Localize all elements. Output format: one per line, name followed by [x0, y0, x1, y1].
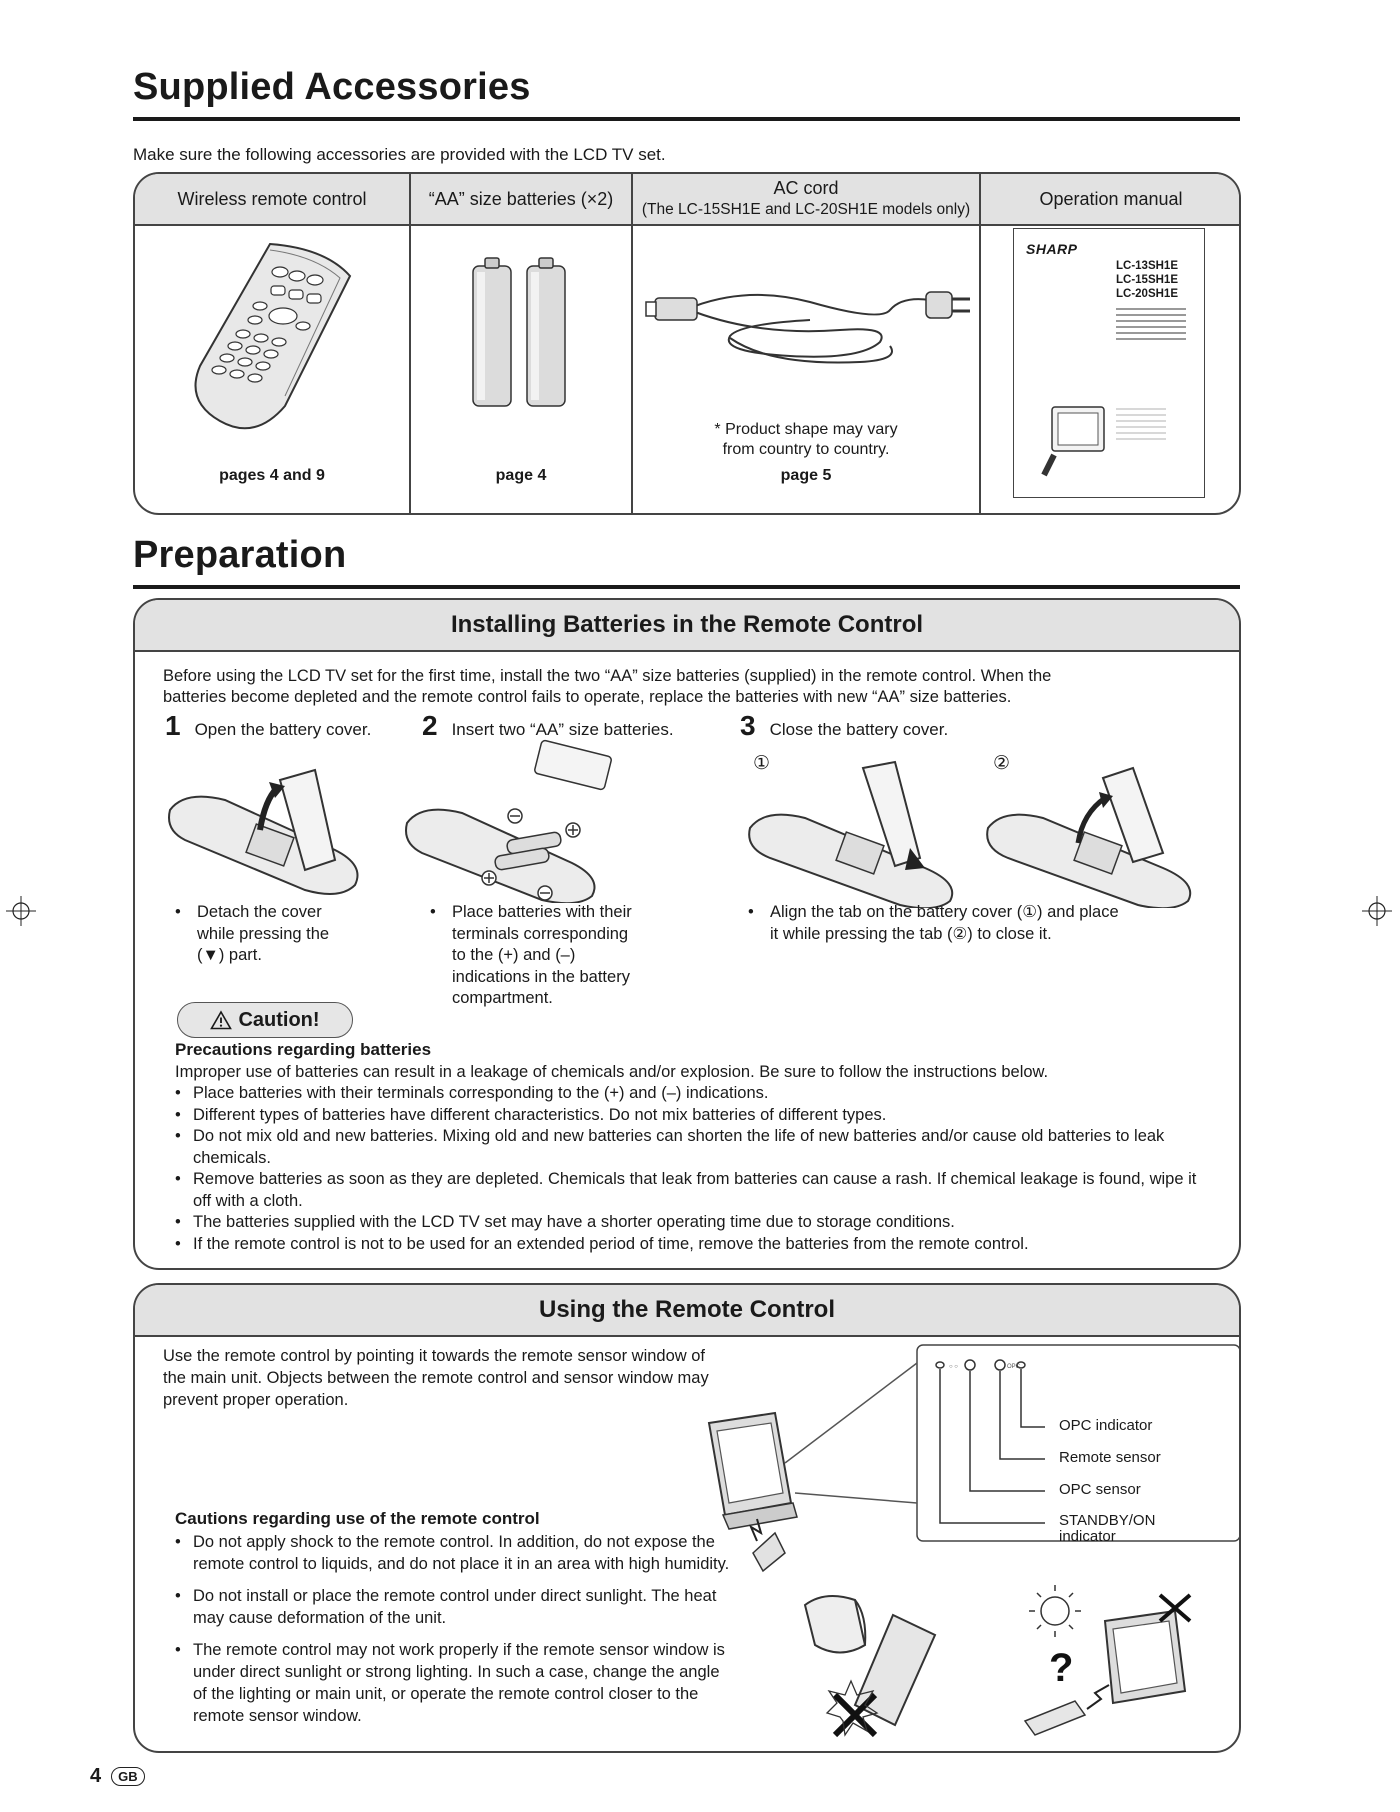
list-item: • Remove batteries as soon as they are depleted. Chemicals that leak from batteries can cause a rash. If chemical leakage is found, wipe it off with a cloth.	[175, 1169, 1205, 1212]
close-cover-illustration-2	[983, 758, 1213, 908]
page-footer	[90, 1765, 145, 1788]
ac-cord-note-line1: * Product shape may vary	[714, 421, 898, 438]
precautions-title: Precautions regarding batteries	[175, 1040, 432, 1059]
bullet-glyph: •	[175, 903, 181, 921]
step-3-bullet	[748, 902, 1119, 945]
ac-cord-note-line2: from country to country.	[722, 441, 890, 458]
manual-model: LC-13SH1E	[1116, 260, 1178, 272]
remote-sensor-label: Remote sensor	[1059, 1449, 1161, 1466]
svg-text:○ ○: ○ ○	[949, 1364, 958, 1370]
close-cover-illustration-1	[745, 758, 975, 908]
manual-brand: SHARP	[1026, 241, 1078, 257]
step-number: 2	[422, 710, 438, 741]
opc-indicator-label: OPC indicator	[1059, 1417, 1153, 1434]
bullet-line: compartment.	[452, 989, 553, 1007]
col-header-manual	[981, 174, 1241, 226]
bullet-line: Detach the cover	[197, 903, 322, 921]
remote-control-illustration	[175, 236, 365, 436]
col-divider	[631, 174, 633, 513]
registration-mark-icon	[6, 896, 36, 926]
step-2-bullet	[430, 902, 632, 1010]
standby-indicator-label	[1059, 1513, 1155, 1545]
using-remote-panel	[133, 1283, 1241, 1753]
circled-1: ①	[753, 753, 771, 774]
liquid-shock-illustration	[795, 1585, 945, 1740]
page-ref-batteries: page 4	[495, 467, 547, 484]
section-title-accessories: Supplied Accessories	[133, 66, 531, 108]
step-label: Insert two “AA” size batteries.	[451, 720, 674, 739]
step-1-bullet	[175, 902, 329, 967]
list-item: • Do not mix old and new batteries. Mixing old and new batteries can shorten the life of new batteries and/or cause old batteries to leak chemicals.	[175, 1126, 1205, 1169]
precautions-list	[175, 1083, 1205, 1255]
col-header-manual-label: Operation manual	[1039, 188, 1183, 209]
col-header-ac-cord	[633, 174, 979, 226]
list-item: • If the remote control is not to be used for an extended period of time, remove the batteries from the remote control.	[175, 1234, 1205, 1256]
opc-sensor-label: OPC sensor	[1059, 1481, 1141, 1498]
standby-label-line1: STANDBY/ON	[1059, 1512, 1156, 1529]
insert-batteries-illustration	[397, 738, 627, 903]
operation-manual-illustration	[1013, 228, 1205, 498]
remote-cautions-title: Cautions regarding use of the remote control	[175, 1509, 540, 1528]
sunlight-illustration	[1015, 1581, 1225, 1741]
manual-decoration	[1014, 229, 1204, 497]
title-rule	[133, 117, 1240, 121]
caution-label: Caution!	[238, 1008, 320, 1031]
batteries-illustration	[465, 252, 575, 412]
step-1	[165, 710, 371, 742]
title-rule	[133, 585, 1240, 589]
accessories-table	[133, 172, 1241, 515]
list-item: • Different types of batteries have different characteristics. Do not mix batteries of different types.	[175, 1105, 1205, 1127]
col-header-ac-cord-sub: (The LC-15SH1E and LC-20SH1E models only)	[641, 201, 971, 218]
ac-cord-note	[633, 420, 979, 460]
bullet-line: (▼) part.	[197, 946, 262, 964]
region-badge: GB	[111, 1767, 145, 1786]
bullet-line: to the (+) and (–)	[452, 946, 576, 964]
open-cover-illustration	[165, 760, 365, 900]
accessories-intro: Make sure the following accessories are provided with the LCD TV set.	[133, 145, 666, 164]
batteries-intro	[163, 666, 1223, 708]
using-remote-heading-text: Using the Remote Control	[538, 1296, 835, 1323]
batteries-intro-line1: Before using the LCD TV set for the first time, install the two “AA” size batteries (supplied) in the remote control. When the	[163, 667, 1052, 685]
bullet-line: Place batteries with their	[452, 903, 632, 921]
manual-model: LC-15SH1E	[1116, 274, 1178, 286]
installing-batteries-heading-text: Installing Batteries in the Remote Control	[450, 611, 924, 638]
step-label: Close the battery cover.	[769, 720, 949, 739]
section-title-preparation: Preparation	[133, 534, 347, 576]
page-ref-ac-cord: page 5	[780, 467, 832, 484]
step-number: 1	[165, 710, 181, 741]
standby-label-line2: indicator	[1059, 1528, 1116, 1545]
col-header-ac-cord-label: AC cord	[773, 178, 839, 198]
opc-tag: OPC	[1007, 1364, 1021, 1370]
bullet-line: terminals corresponding	[452, 924, 629, 943]
bullet-line: indications in the battery	[452, 967, 630, 986]
registration-mark-icon	[1362, 896, 1392, 926]
installing-batteries-heading	[135, 600, 1239, 652]
list-item: • The remote control may not work properly if the remote sensor window is under direct sunlight or strong lighting. In such a case, change the angle of the lighting or main unit, or operate the remote control closer to the remote sensor window.	[175, 1639, 735, 1727]
col-divider	[409, 174, 411, 513]
bullet-line: it while pressing the tab (②) to close it.	[770, 924, 1052, 943]
precautions-intro: Improper use of batteries can result in a leakage of chemicals and/or explosion. Be sure to follow the instructions below.	[175, 1063, 1049, 1081]
warning-triangle-icon	[210, 1010, 232, 1030]
batteries-intro-line2: batteries become depleted and the remote control fails to operate, replace the batteries with new “AA” size batteries.	[163, 688, 1012, 706]
list-item: • Do not apply shock to the remote control. In addition, do not expose the remote control to liquids, and do not place it in an area with high humidity.	[175, 1531, 735, 1575]
bullet-line: while pressing the	[197, 924, 330, 943]
step-3	[740, 710, 948, 742]
circled-2: ②	[993, 753, 1011, 774]
col-header-remote-label: Wireless remote control	[177, 188, 367, 209]
step-number: 3	[740, 710, 756, 741]
page-number: 4	[90, 1765, 102, 1787]
installing-batteries-panel	[133, 598, 1241, 1270]
bullet-glyph: •	[748, 903, 754, 921]
col-divider	[979, 174, 981, 513]
bullet-glyph: •	[430, 903, 436, 921]
remote-intro: Use the remote control by pointing it towards the remote sensor window of the main unit. Objects between the remote control and sensor window may prevent proper operation.	[163, 1347, 709, 1409]
page-ref-remote: pages 4 and 9	[219, 467, 325, 484]
list-item: • The batteries supplied with the LCD TV set may have a shorter operating time due to storage conditions.	[175, 1212, 1205, 1234]
list-item: • Do not install or place the remote control under direct sunlight. The heat may cause deformation of the unit.	[175, 1585, 735, 1629]
caution-badge	[177, 1002, 353, 1038]
remote-cautions-list	[175, 1531, 735, 1727]
col-header-remote	[135, 174, 409, 226]
col-header-batteries-label: “AA” size batteries (×2)	[428, 188, 614, 209]
bullet-line: Align the tab on the battery cover (①) and place	[770, 903, 1119, 921]
step-label: Open the battery cover.	[194, 720, 372, 739]
manual-model: LC-20SH1E	[1116, 288, 1178, 300]
list-item: • Place batteries with their terminals corresponding to the (+) and (–) indications.	[175, 1083, 1205, 1105]
using-remote-heading	[135, 1285, 1239, 1337]
ac-cord-illustration	[640, 266, 975, 376]
svg-text:?: ?	[1049, 1646, 1074, 1690]
col-header-batteries	[411, 174, 631, 226]
